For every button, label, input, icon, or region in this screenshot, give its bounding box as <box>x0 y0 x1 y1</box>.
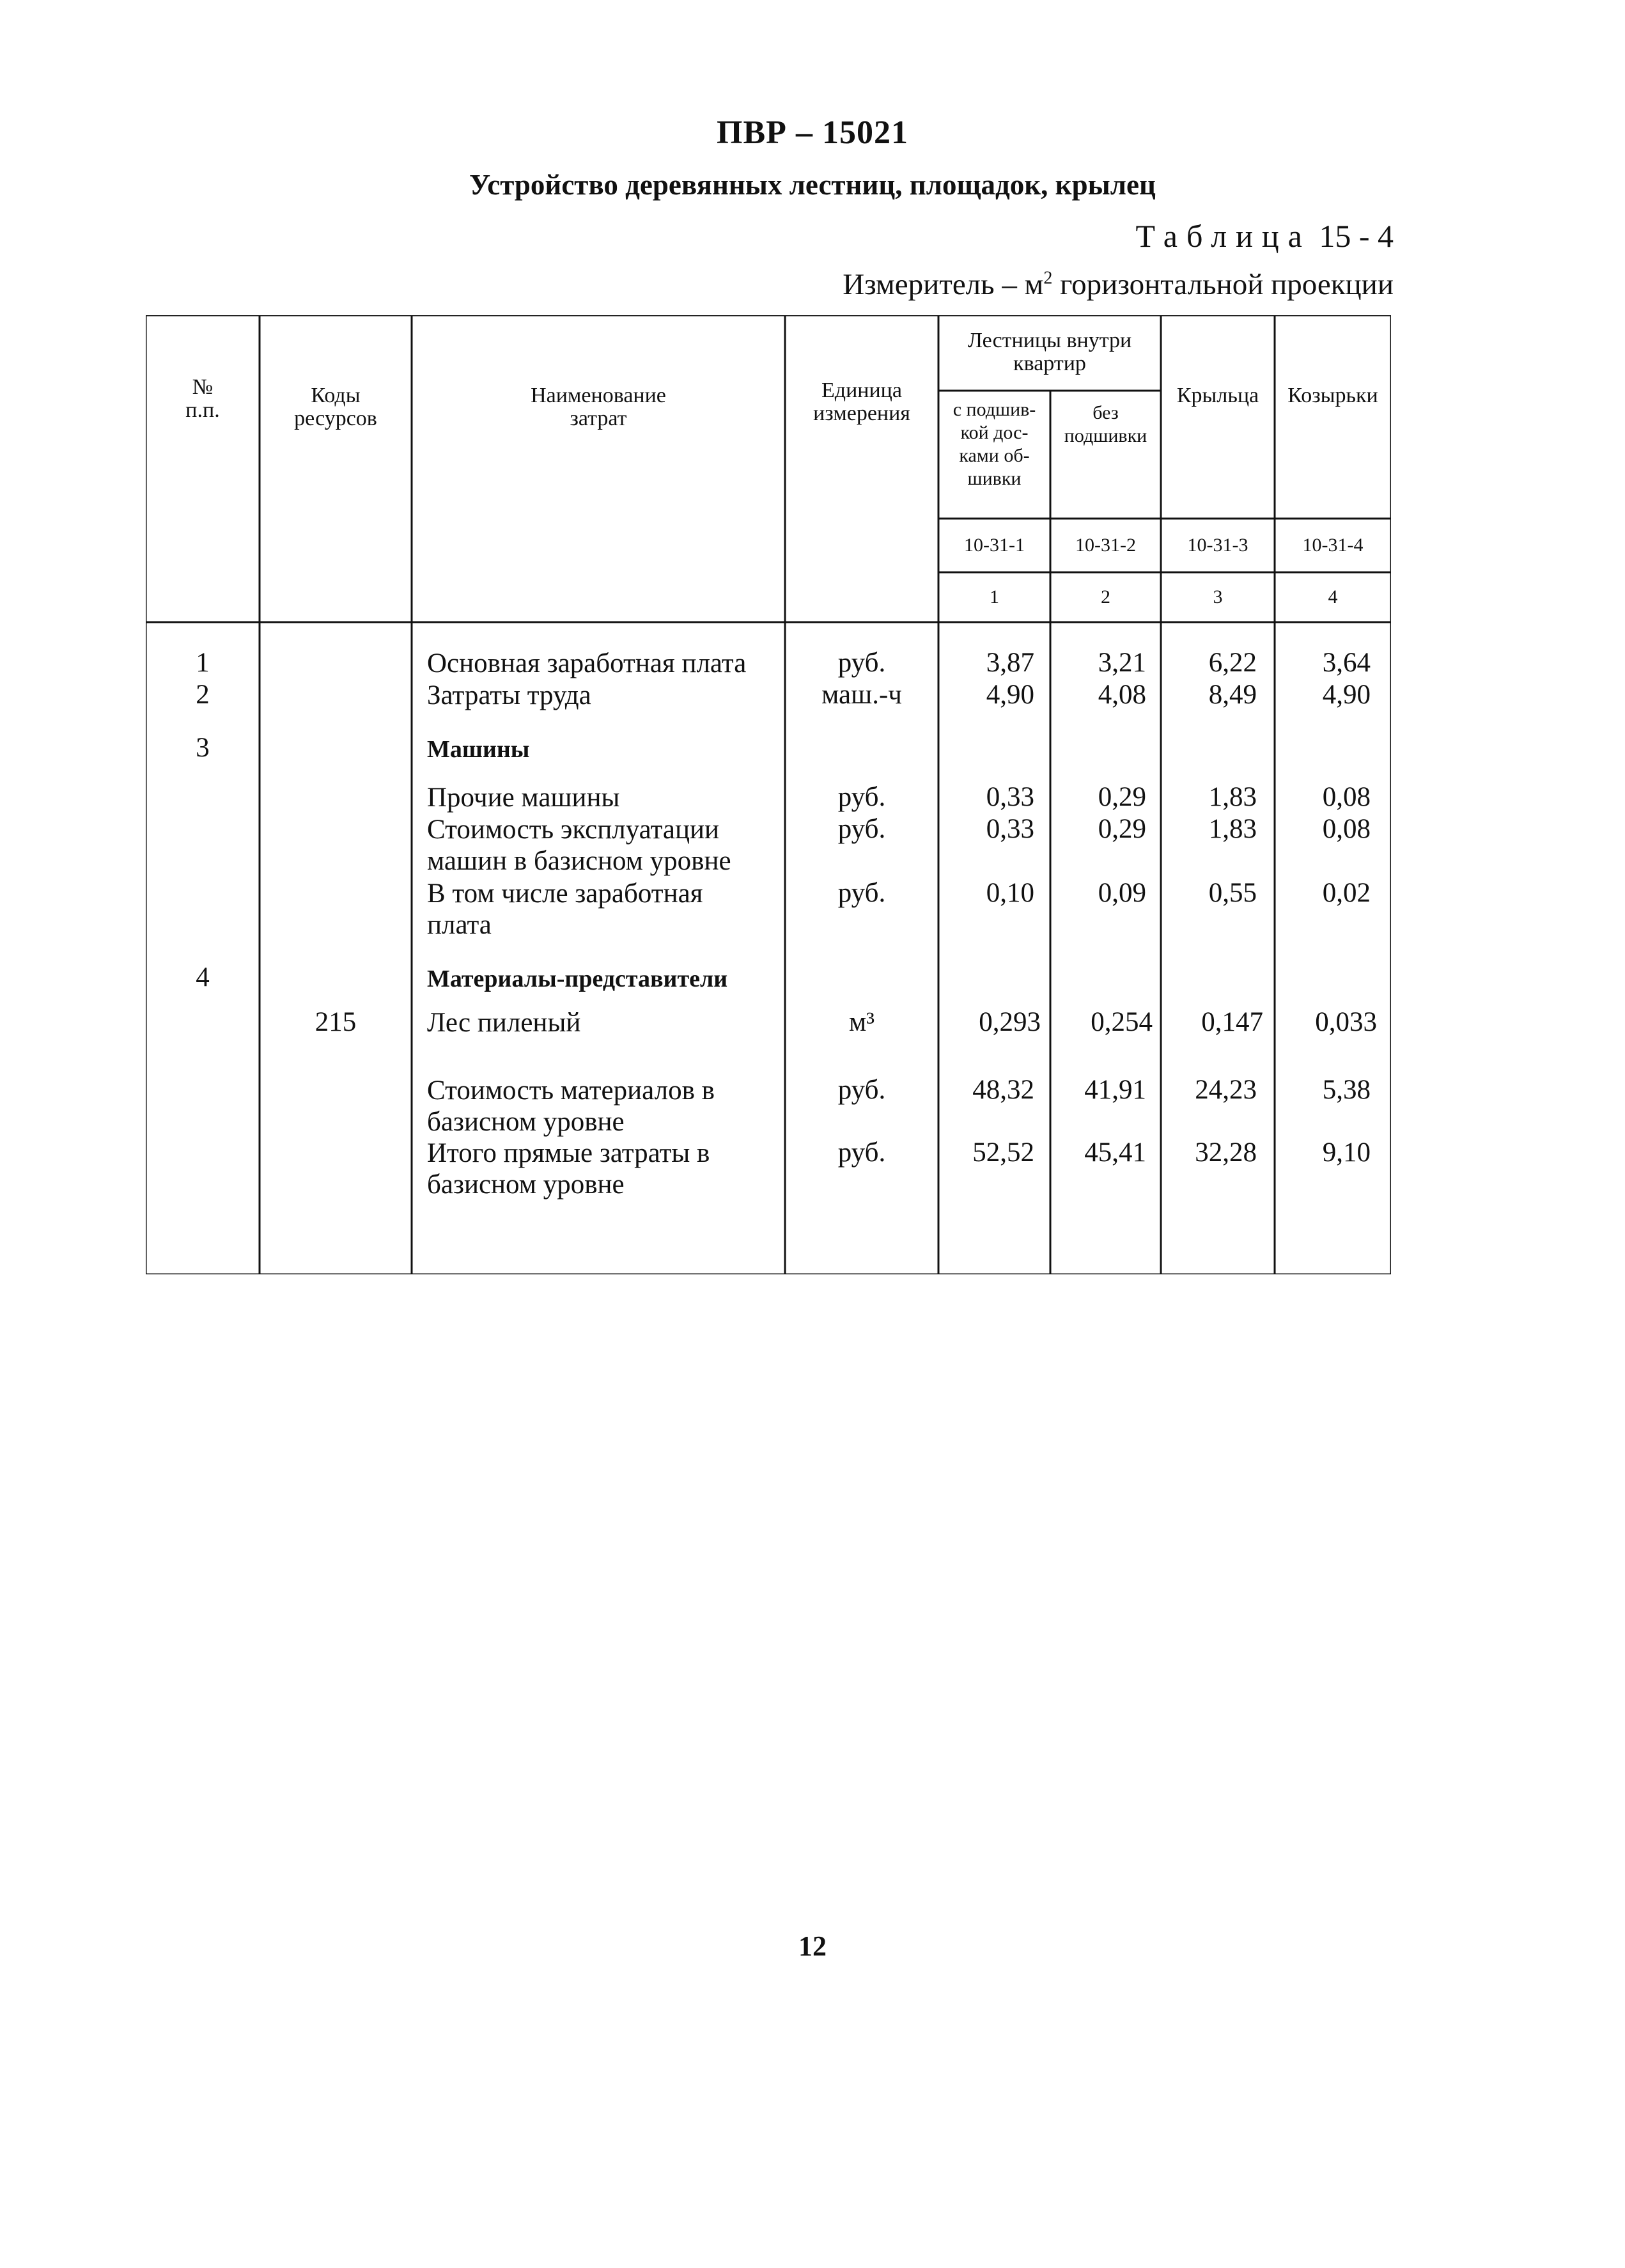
row-value-col2: 0,254 <box>1091 1007 1153 1037</box>
row-name: Основная заработная плата <box>427 648 747 678</box>
row-unit: руб. <box>837 814 886 844</box>
row-value-col3: 8,49 <box>1208 680 1257 710</box>
header-col1-line1: с подшив- <box>952 399 1036 420</box>
document-code: ПВР – 15021 <box>717 114 908 151</box>
header-name-line2: затрат <box>570 407 627 430</box>
header-num <box>146 376 260 422</box>
unit-of-measure <box>843 267 1394 302</box>
row-value-col4: 0,08 <box>1322 782 1371 812</box>
document-title: Устройство деревянных лестниц, площадок, крылец <box>469 169 1156 201</box>
row-value-col4: 9,10 <box>1322 1138 1371 1168</box>
header-col2 <box>1050 402 1161 448</box>
code-col4: 10-31-4 <box>1302 535 1364 556</box>
row-value-col3: 1,83 <box>1208 814 1257 844</box>
row-number: 4 <box>196 962 210 992</box>
colnum-3: 3 <box>1213 586 1223 607</box>
code-col3: 10-31-3 <box>1187 535 1248 556</box>
row-value-col2: 4,08 <box>1098 680 1146 710</box>
colnum-4: 4 <box>1328 586 1338 607</box>
header-col4: Козырьки <box>1287 384 1378 407</box>
row-value-col3: 0,55 <box>1208 878 1257 908</box>
header-unit-line2: измерения <box>813 402 910 425</box>
row-unit: руб. <box>837 648 886 678</box>
row-value-col3: 0,147 <box>1201 1007 1263 1037</box>
row-name: Лес пиленый <box>427 1008 581 1038</box>
row-value-col1: 4,90 <box>986 680 1034 710</box>
row-unit: руб. <box>837 878 886 908</box>
row-value-col2: 0,29 <box>1098 782 1146 812</box>
row-value-col4: 4,90 <box>1322 680 1371 710</box>
row-unit: м³ <box>848 1007 875 1037</box>
row-value-col3: 6,22 <box>1208 648 1257 678</box>
header-name <box>412 384 785 430</box>
row-value-col2: 0,29 <box>1098 814 1146 844</box>
header-col1-line3: ками об- <box>959 445 1030 466</box>
row-unit: руб. <box>837 1075 886 1105</box>
table-number: 15 - 4 <box>1319 218 1394 254</box>
row-value-col2: 0,09 <box>1098 878 1146 908</box>
header-unit-line1: Единица <box>821 379 902 402</box>
header-unit <box>785 379 938 425</box>
row-value-col4: 3,64 <box>1322 648 1371 678</box>
row-number: 2 <box>196 680 210 710</box>
row-name: Стоимость материалов в базисном уровне <box>427 1075 715 1137</box>
row-value-col4: 5,38 <box>1322 1075 1371 1105</box>
row-value-col3: 1,83 <box>1208 782 1257 812</box>
row-resource-code: 215 <box>315 1007 357 1037</box>
row-value-col1: 3,87 <box>986 648 1034 678</box>
row-value-col1: 0,293 <box>979 1007 1041 1037</box>
header-num-line1: № <box>192 375 214 399</box>
unit-suffix: горизонтальной проекции <box>1052 268 1394 301</box>
row-name: Итого прямые затраты в базисном уровне <box>427 1138 710 1200</box>
header-codes-line1: Коды <box>311 384 361 407</box>
table-word: Таблица <box>1135 218 1311 254</box>
row-value-col2: 3,21 <box>1098 648 1146 678</box>
colnum-1: 1 <box>990 586 999 607</box>
row-value-col3: 32,28 <box>1195 1138 1257 1168</box>
header-name-line1: Наименование <box>531 384 666 407</box>
resource-table <box>146 315 1391 1274</box>
row-unit: руб. <box>837 1138 886 1168</box>
header-col2-line1: без <box>1092 402 1119 423</box>
row-name: Затраты труда <box>427 680 591 710</box>
row-value-col1: 0,33 <box>986 782 1034 812</box>
section-heading-materials: Материалы-представители <box>427 966 728 992</box>
page-number: 12 <box>798 1930 827 1962</box>
table-label <box>1136 217 1394 254</box>
row-value-col2: 45,41 <box>1084 1138 1146 1168</box>
code-col2: 10-31-2 <box>1075 535 1136 556</box>
header-codes <box>260 384 412 430</box>
header-num-line2: п.п. <box>185 398 220 422</box>
header-col1-line4: шивки <box>967 468 1022 489</box>
header-stairs-line1: Лестницы внутри <box>967 329 1132 352</box>
header-stairs-group <box>938 329 1161 375</box>
header-stairs-line2: квартир <box>1013 352 1086 375</box>
row-value-col4: 0,02 <box>1322 878 1371 908</box>
header-col1-line2: кой дос- <box>960 422 1029 443</box>
row-value-col1: 48,32 <box>972 1075 1034 1105</box>
row-value-col2: 41,91 <box>1084 1075 1146 1105</box>
header-col2-line2: подшивки <box>1064 425 1147 446</box>
row-value-col1: 0,33 <box>986 814 1034 844</box>
row-value-col1: 52,52 <box>972 1138 1034 1168</box>
unit-prefix: Измеритель – м <box>843 268 1044 301</box>
header-codes-line2: ресурсов <box>294 407 377 430</box>
row-unit: маш.-ч <box>821 680 902 710</box>
section-heading-machines: Машины <box>427 736 530 763</box>
row-name: В том числе заработная плата <box>427 879 703 940</box>
row-value-col3: 24,23 <box>1195 1075 1257 1105</box>
row-value-col4: 0,033 <box>1315 1007 1377 1037</box>
row-value-col1: 0,10 <box>986 878 1034 908</box>
row-name: Стоимость эксплуатации машин в базисном уровне <box>427 815 731 876</box>
row-unit: руб. <box>837 782 886 812</box>
colnum-2: 2 <box>1101 586 1110 607</box>
row-number: 1 <box>196 648 210 678</box>
row-value-col4: 0,08 <box>1322 814 1371 844</box>
code-col1: 10-31-1 <box>964 535 1025 556</box>
row-number: 3 <box>196 733 210 763</box>
header-col3: Крыльца <box>1176 384 1259 407</box>
row-name: Прочие машины <box>427 783 620 813</box>
header-col1 <box>938 398 1050 490</box>
unit-superscript: 2 <box>1043 268 1053 288</box>
